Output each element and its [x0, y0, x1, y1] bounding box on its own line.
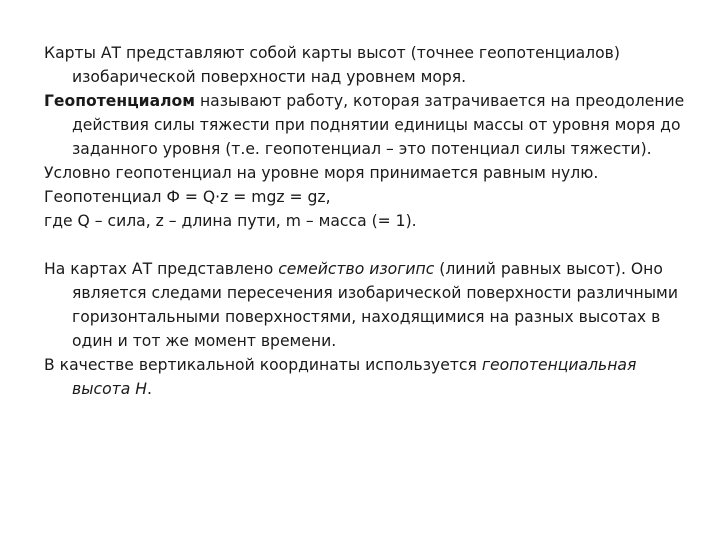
paragraph-vertical-coordinate: [44, 353, 690, 401]
text-after-italic: .: [146, 380, 152, 398]
definition-text: называют работу, которая затрачивается на преодоление действия силы тяжести при поднятии единицы массы от уровня моря до заданного уровня (т.е. геопотенциал – это потенциал силы тяжести).: [72, 92, 685, 158]
formula-geopotential: Геопотенциал Ф = Q·z = mgz = gz,: [44, 188, 331, 206]
paragraph-at-maps: Карты АТ представляют собой карты высот (точнее геопотенциалов) изобарической поверхности над уровнем моря.: [44, 44, 620, 86]
term-geopotential-height: геопотенциальная высота Н: [72, 356, 637, 398]
spacer: [44, 233, 690, 257]
formula-legend: где Q – сила, z – длина пути, m – масса (= 1).: [44, 212, 417, 230]
paragraph-sea-level-zero: Условно геопотенциал на уровне моря принимается равным нулю.: [44, 164, 599, 182]
text-after-italic: (линий равных высот). Оно является следами пересечения изобарической поверхности различными горизонтальными поверхностями, находящимися на разных высотах в один и тот же момент времени.: [72, 260, 678, 350]
term-isohypses: семейство изогипс: [278, 260, 435, 278]
text-before-italic: На картах АТ представлено: [44, 260, 279, 278]
paragraph-geopotential-definition: [44, 89, 690, 161]
paragraph-isohypses: [44, 257, 690, 353]
text-before-italic: В качестве вертикальной координаты используется: [44, 356, 482, 374]
term-geopotential: Геопотенциалом: [44, 92, 195, 110]
